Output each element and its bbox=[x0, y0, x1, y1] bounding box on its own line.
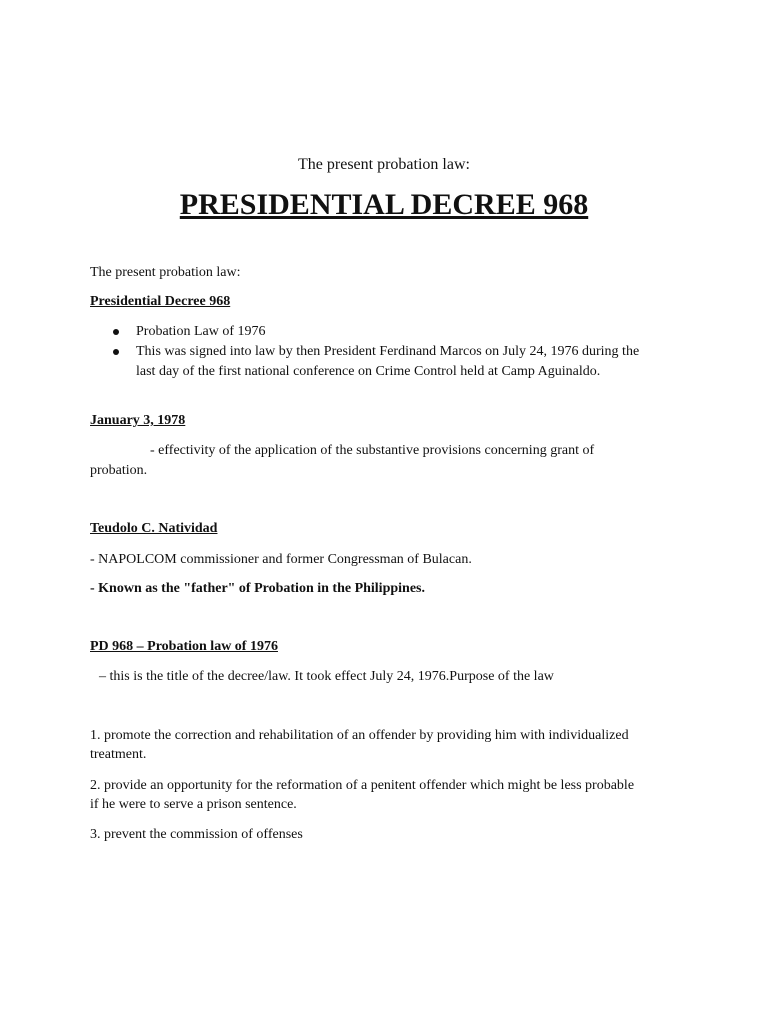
date-line-2: probation. bbox=[90, 463, 148, 478]
bullet-item: Probation Law of 1976 bbox=[136, 324, 266, 339]
purpose-1-line-2: treatment. bbox=[90, 747, 147, 762]
person-line-1: - NAPOLCOM commissioner and former Congressman of Bulacan. bbox=[90, 552, 472, 567]
person-line-2: - Known as the "father" of Probation in the Philippines. bbox=[90, 581, 425, 596]
purpose-2-line-2: if he were to serve a prison sentence. bbox=[90, 797, 297, 812]
purpose-2-line-1: 2. provide an opportunity for the reformation of a penitent offender which might be less probable bbox=[90, 778, 635, 793]
person-heading: Teudolo C. Natividad bbox=[90, 521, 218, 536]
intro-text: The present probation law: bbox=[90, 265, 241, 280]
date-heading: January 3, 1978 bbox=[90, 413, 186, 428]
purpose-3: 3. prevent the commission of offenses bbox=[90, 827, 303, 842]
top-title: The present probation law: bbox=[298, 156, 470, 173]
bullet-item-continuation: last day of the first national conference on Crime Control held at Camp Aguinaldo. bbox=[136, 364, 601, 379]
pd-heading: PD 968 – Probation law of 1976 bbox=[90, 639, 278, 654]
bullet-item: This was signed into law by then President Ferdinand Marcos on July 24, 1976 during the bbox=[136, 344, 640, 359]
date-line-1: - effectivity of the application of the substantive provisions concerning grant of bbox=[150, 443, 595, 458]
decree-heading: Presidential Decree 968 bbox=[90, 294, 231, 309]
bullet-dot bbox=[113, 349, 119, 355]
purpose-1-line-1: 1. promote the correction and rehabilitation of an offender by providing him with individualized bbox=[90, 728, 629, 743]
main-title: PRESIDENTIAL DECREE 968 bbox=[179, 188, 589, 221]
bullet-dot bbox=[113, 329, 119, 335]
pd-line: – this is the title of the decree/law. It took effect July 24, 1976.Purpose of the law bbox=[99, 669, 554, 684]
